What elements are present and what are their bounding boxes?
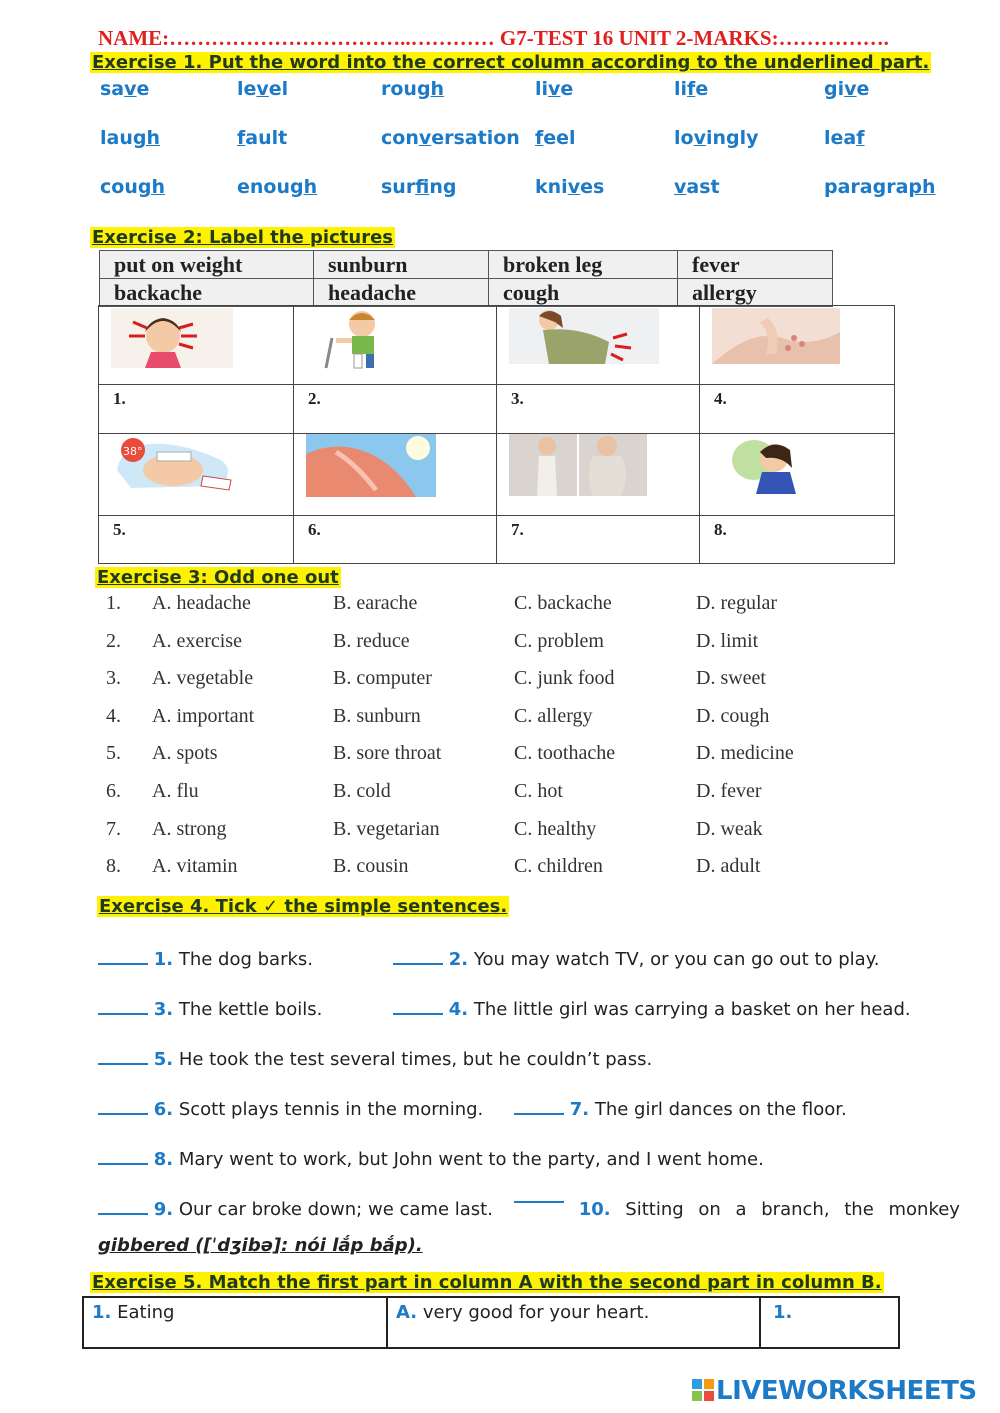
cough-girl-image [726,436,808,494]
word-part: es [580,176,605,198]
fever-boy-image [111,436,239,496]
exercise-1-title: Exercise 1. Put the word into the correct column according to the underlined part. [92,52,930,73]
option[interactable]: A. vitamin [152,855,238,878]
allergy-neck-image [712,308,840,364]
answer-blank[interactable] [514,1199,564,1203]
sentence-8: 8. Mary went to work, but John went to the party, and I went home. [98,1149,764,1170]
exercise-1-word[interactable] [381,176,456,198]
odd-one-out-item [0,667,1000,705]
option[interactable]: D. medicine [696,742,794,765]
label-cell-4[interactable]: 4. [700,385,895,434]
answer-blank[interactable] [393,1011,443,1015]
exercise-1-word[interactable] [381,78,444,100]
word-bank-cell: broken leg [489,251,678,279]
option[interactable]: C. children [514,855,603,878]
exercise-1-word[interactable] [381,127,520,149]
sentence-2: 2. You may watch TV, or you can go out to play. [393,949,880,970]
option[interactable]: D. fever [696,780,762,802]
word-bank-table [99,250,833,307]
option[interactable]: A. flu [152,780,199,802]
exercise-5-title: Exercise 5. Match the first part in column A with the second part in column B. [92,1272,882,1293]
label-cell-6[interactable]: 6. [294,516,497,564]
word-part: rou [381,78,417,100]
picture-cell [99,306,294,385]
option[interactable]: D. adult [696,855,761,878]
option[interactable]: C. healthy [514,817,597,840]
word-part: cou [100,176,138,198]
underlined-part: v [844,78,857,100]
option[interactable]: C. backache [514,592,612,614]
exercise-1-word[interactable] [824,127,865,149]
word-bank-cell: sunburn [314,251,489,279]
odd-one-out-item [0,818,1000,856]
underlined-part: v [674,176,687,198]
word-part: li [674,78,688,100]
exercise-4-title: Exercise 4. Tick ✓ the simple sentences. [99,896,508,917]
column-b-cell: A. very good for your heart. [387,1297,760,1348]
word-part: gi [824,78,845,100]
option[interactable]: C. hot [514,780,563,802]
sunburn-shoulder-image [306,434,436,497]
option[interactable]: A. vegetable [152,667,254,690]
answer-blank[interactable] [98,1161,148,1165]
option[interactable]: A. spots [152,742,218,765]
exercise-1-word[interactable] [237,127,287,149]
headache-girl-image [111,308,233,368]
underlined-part: f [237,127,246,149]
odd-one-out-item [0,705,1000,743]
sentence-1: 1. The dog barks. [98,949,313,970]
underlined-part: v [124,78,137,100]
item-number: 2. [106,629,121,652]
answer-blank[interactable] [98,1061,148,1065]
odd-one-out-list [0,592,1000,892]
option[interactable]: B. sunburn [333,704,421,727]
broken-leg-boy-image [306,308,412,370]
odd-one-out-item [0,630,1000,668]
odd-one-out-item [0,780,1000,818]
worksheet-header: NAME:……………………………..………… G7-TEST 16 UNIT 2-MARKS:……………. [98,26,889,50]
underlined-part: gh [132,127,161,149]
exercise-1-word[interactable] [674,176,720,198]
word-bank-cell: headache [314,279,489,307]
exercise-1-word[interactable] [100,127,160,149]
underlined-part: gh [416,78,445,100]
word-part: ault [245,127,288,149]
underlined-part: gh [290,176,318,198]
liveworksheets-logo [692,1376,977,1406]
option[interactable]: B. cold [333,780,391,802]
option[interactable]: B. reduce [333,629,410,652]
option[interactable]: D. weak [696,817,763,840]
sentence-7: 7. The girl dances on the floor. [514,1099,847,1120]
word-part: ast [686,176,720,198]
picture-cell [700,306,895,385]
option[interactable]: A. headache [152,592,251,614]
word-part: lea [824,127,857,149]
word-bank-cell: cough [489,279,678,307]
word-part: ing [429,176,457,198]
underlined-part: v [567,176,581,198]
word-part: paragra [824,176,909,198]
option[interactable]: C. junk food [514,667,615,690]
word-part: e [856,78,870,100]
exercise-1-word[interactable] [824,78,869,100]
answer-blank[interactable] [98,1111,148,1115]
option[interactable]: B. sore throat [333,742,442,765]
exercise-1-word[interactable] [824,176,936,198]
word-part: le [237,78,257,100]
sentence-4: 4. The little girl was carrying a basket on her head. [393,999,911,1020]
item-number: 4. [106,704,121,727]
label-cell-3[interactable]: 3. [497,385,700,434]
exercise-1-word[interactable] [674,78,708,100]
underlined-part: gh [137,176,165,198]
exercise-1-word[interactable] [237,176,317,198]
sentence-10: 10. Sitting on a branch, the monkey [514,1199,960,1220]
svg-text:38°: 38° [123,445,143,458]
exercise-1-word[interactable] [100,176,165,198]
word-part: lo [674,127,694,149]
option[interactable]: B. cousin [333,855,409,878]
answer-blank[interactable] [514,1111,564,1115]
label-cell-7[interactable]: 7. [497,516,700,564]
underlined-part: f [535,127,544,149]
exercise-1-word[interactable] [535,78,573,100]
item-number: 8. [106,855,121,878]
option[interactable]: A. strong [152,817,227,840]
option[interactable]: D. cough [696,704,770,727]
sentence-3: 3. The kettle boils. [98,999,322,1020]
label-cell-1[interactable]: 1. [99,385,294,434]
underlined-part: v [693,127,706,149]
option[interactable]: D. regular [696,592,778,614]
item-number: 7. [106,817,121,840]
option[interactable]: D. sweet [696,667,766,690]
odd-one-out-item [0,592,1000,630]
underlined-part: ph [908,176,936,198]
option[interactable]: B. earache [333,592,418,614]
sentence-5: 5. He took the test several times, but he couldn’t pass. [98,1049,652,1070]
picture-cell [497,434,700,516]
picture-cell [99,434,294,516]
sentence-9: 9. Our car broke down; we came last. [98,1199,493,1220]
answer-blank[interactable] [98,1211,148,1215]
option[interactable]: D. limit [696,629,759,652]
option[interactable]: C. problem [514,629,604,652]
word-part: con [381,127,419,149]
word-part: ersation [431,127,520,149]
odd-one-out-item [0,742,1000,780]
sentence-10-continuation: gibbered ([ˈdʒibə]: nói lắp bắp). [98,1235,423,1256]
option[interactable]: B. computer [333,667,432,690]
word-part: e [136,78,150,100]
answer-blank[interactable] [393,961,443,965]
exercise-1-word[interactable] [237,78,288,100]
word-bank-cell: fever [678,251,833,279]
label-cell-2[interactable]: 2. [294,385,497,434]
underlined-part: v [256,78,269,100]
underlined-part: f [856,127,865,149]
picture-cell [294,306,497,385]
brand-text: LIVEWORKSHEETS [716,1376,977,1406]
underlined-part: f [415,176,430,198]
item-number: 5. [106,742,121,765]
word-part: el [268,78,289,100]
matching-table [82,1296,900,1349]
option[interactable]: A. exercise [152,629,242,652]
exercise-1-word[interactable] [100,78,149,100]
exercise-1-word[interactable] [535,176,604,198]
word-part: e [695,78,709,100]
label-cell-8[interactable]: 8. [700,516,895,564]
picture-cell [497,306,700,385]
underlined-part: v [418,127,432,149]
word-part: sa [100,78,125,100]
picture-cell [700,434,895,516]
option[interactable]: C. toothache [514,742,616,765]
column-a-cell: 1. Eating [83,1297,387,1348]
put-on-weight-image [509,434,647,496]
exercise-1-word[interactable] [674,127,759,149]
word-part: lau [100,127,133,149]
underlined-part: f [687,78,696,100]
item-number: 1. [106,592,121,614]
item-number: 6. [106,780,121,802]
word-part: e [560,78,574,100]
answer-cell[interactable]: 1. [773,1302,793,1323]
word-bank-cell: backache [100,279,314,307]
word-part: kni [535,176,568,198]
option[interactable]: B. vegetarian [333,817,440,840]
answer-blank[interactable] [98,1011,148,1015]
underlined-part: v [548,78,561,100]
odd-one-out-item [0,855,1000,893]
word-part: enou [237,176,290,198]
word-bank-cell: allergy [678,279,833,307]
option[interactable]: A. important [152,704,255,727]
sentence-6: 6. Scott plays tennis in the morning. [98,1099,483,1120]
word-part: sur [381,176,416,198]
exercise-2-title: Exercise 2: Label the pictures [92,227,393,248]
word-part: ingly [705,127,759,149]
picture-cell [294,434,497,516]
exercise-3-title: Exercise 3: Odd one out [97,567,339,588]
backache-woman-image [509,308,659,364]
picture-label-table [98,305,895,564]
item-number: 3. [106,667,121,690]
exercise-1-word[interactable] [535,127,576,149]
word-part: li [535,78,549,100]
label-cell-5[interactable]: 5. [99,516,294,564]
liveworksheets-logo-icon [692,1379,714,1403]
option[interactable]: C. allergy [514,704,593,727]
word-bank-cell: put on weight [100,251,314,279]
answer-blank[interactable] [98,961,148,965]
word-part: eel [543,127,576,149]
